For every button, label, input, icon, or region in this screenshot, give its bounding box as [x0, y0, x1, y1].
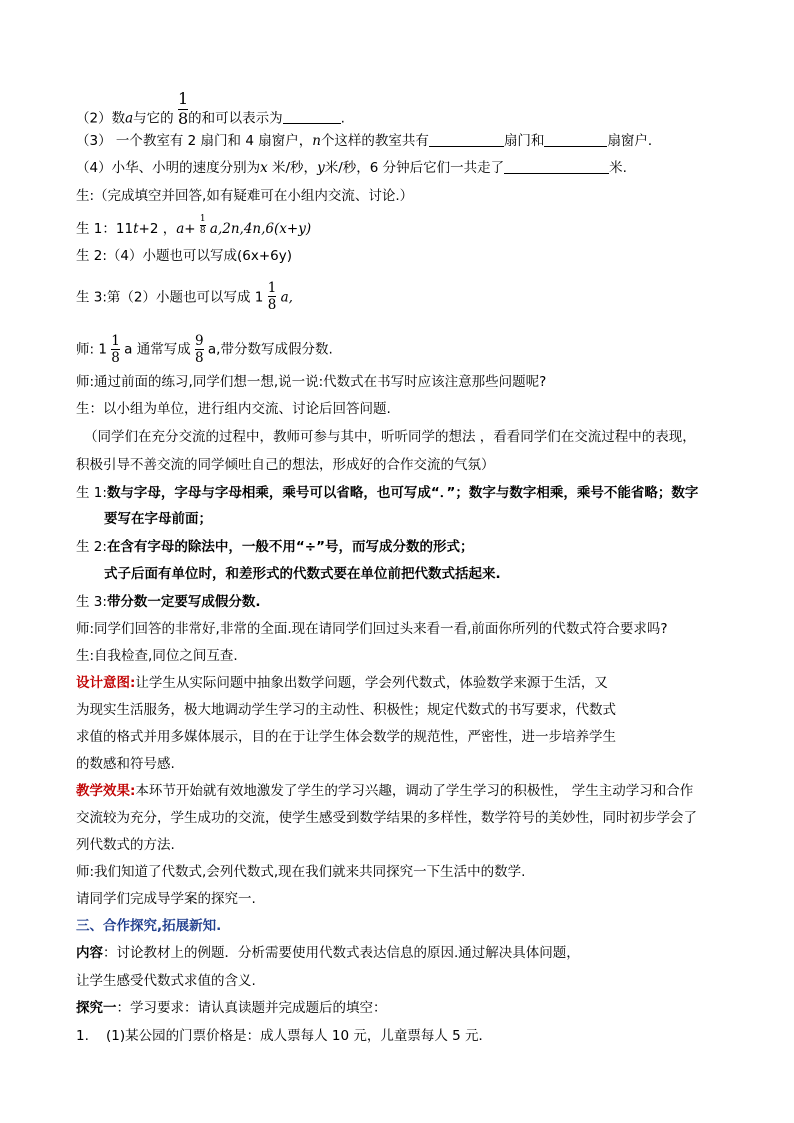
student-intro: 生:（完成填空并回答,如有疑难可在小组内交流、讨论.） [76, 188, 414, 204]
rule-2-cont: 式子后面有单位时，和差形式的代数式要在单位前把代数式括起来. [104, 566, 501, 582]
s1-a: 11 [115, 220, 134, 237]
item-1-text: (1)某公园的门票价格是：成人票每人 10 元，儿童票每人 5 元． [106, 1028, 493, 1044]
s1-c: a [176, 220, 185, 237]
design-intent-3: 求值的格式并用多媒体展示，目的在于让学生体会数学的规范性，严密性，进一步培养学生 [76, 729, 616, 745]
r1-label: 生 1: [76, 485, 107, 501]
s3-a: 生 3:第（2）小题也可以写成 1 [76, 289, 264, 306]
rule-2 [76, 537, 474, 557]
design-intent-2: 为现实生活服务，极大地调动学生学习的主动性、积极性；规定代数式的书写要求，代数式 [76, 702, 616, 718]
s3-fraction: $\frac{1}{8}$ [267, 280, 277, 314]
q2-text-c: 的和可以表示为 [188, 110, 283, 127]
r3-label: 生 3: [76, 594, 107, 610]
teacher-2: 师:通过前面的练习,同学们想一想,说一说:代数式在书写时应该注意那些问题呢? [76, 374, 547, 390]
q4-x: x [260, 160, 268, 176]
student-4: 生：以小组为单位，进行组内交流、讨论后回答问题. [76, 401, 391, 417]
s1-label: 生 1： [76, 220, 116, 237]
paragraph-2: 积极引导不善交流的同学倾吐自己的想法，形成好的合作交流的气氛） [76, 457, 495, 473]
item-1-number: 1. [76, 1028, 89, 1044]
question-4 [76, 158, 627, 178]
t1-b: a 通常写成 [124, 341, 191, 358]
teacher-3: 师:同学们回答的非常好,非常的全面.现在请同学们回过头来看一看,前面你所列的代数式符合要求吗? [76, 621, 668, 637]
design-text-1: 让学生从实际问题中抽象出数学问题，学会列代数式，体验数学来源于生活，又 [135, 675, 608, 691]
student-3-answer [76, 282, 293, 313]
r3-text: 带分数一定要写成假分数. [106, 594, 261, 610]
fraction-one-eighth: $\frac{1}{8}$ [177, 89, 189, 128]
q3-text-d: 扇窗户． [607, 133, 662, 149]
q3-var: n [312, 133, 321, 149]
teacher-1 [76, 334, 333, 365]
q4-text-d: 米. [609, 160, 627, 176]
q2-blank[interactable] [283, 109, 341, 124]
q3-text-a: （3） 一个教室有 2 扇门和 4 扇窗户， [76, 133, 313, 149]
q4-text-a: （4）小华、小明的速度分别为 [76, 160, 261, 176]
q2-end: . [340, 110, 345, 127]
s1-fraction: $\frac{1}{8}$ [199, 214, 206, 237]
s1-t: t [133, 220, 139, 237]
student-1-answer [76, 214, 312, 240]
q2-var: a [125, 110, 134, 127]
question-3 [76, 131, 661, 151]
r2-text: 在含有字母的除法中，一般不用“÷”号，而写成分数的形式； [106, 539, 474, 555]
rule-1 [76, 483, 698, 503]
q3-text-c: 扇门和 [503, 133, 545, 149]
effect-label: 教学效果: [76, 783, 136, 799]
design-intent-1 [76, 673, 608, 693]
q3-blank-2[interactable] [544, 132, 607, 147]
teaching-effect-1 [76, 781, 693, 801]
rule-1-cont: 要写在字母前面； [104, 511, 212, 527]
teaching-effect-2: 交流较为充分，学生成功的交流，使学生感受到数学结果的多样性，数学符号的美妙性，同时初步学会了 [76, 810, 697, 826]
explore-label: 探究一 [76, 1000, 117, 1016]
t1-c: a,带分数写成假分数. [207, 341, 333, 358]
s1-b: +2 ， [138, 220, 177, 237]
student-5: 生:自我检查,同位之间互查. [76, 648, 238, 664]
q2-text-a: （2）数 [76, 110, 126, 127]
q3-blank-1[interactable] [429, 132, 504, 147]
explore-text: ：学习要求：请认真读题并完成题后的填空： [116, 1000, 387, 1016]
s3-b: a, [280, 289, 293, 306]
explore-1 [76, 998, 387, 1018]
q4-text-b: 米/秒， [267, 160, 318, 176]
section-3-heading: 三、合作探究,拓展新知. [76, 918, 222, 934]
design-label: 设计意图: [76, 675, 136, 691]
r2-label: 生 2: [76, 539, 107, 555]
teaching-effect-3: 列代数式的方法. [76, 837, 175, 853]
content-1 [76, 943, 580, 963]
q4-blank[interactable] [504, 159, 609, 174]
q4-text-c: 米/秒，6 分钟后它们一共走了 [324, 160, 505, 176]
paragraph-1: （同学们在充分交流的过程中，教师可参与其中，听听同学的想法 ，看看同学们在交流过程中的表现， [84, 429, 696, 445]
s1-e: a, [209, 220, 223, 237]
item-1 [76, 1026, 492, 1046]
t1-a: 师: 1 [76, 341, 107, 358]
t1-fraction-2: $\frac{9}{8}$ [195, 333, 204, 367]
s1-f: 2n,4n,6(x+y) [222, 220, 312, 237]
rule-3 [76, 592, 261, 612]
student-2-answer: 生 2:（4）小题也可以写成(6x+6y) [76, 248, 293, 264]
design-intent-4: 的数感和符号感. [76, 756, 175, 772]
content-label: 内容 [76, 945, 103, 961]
effect-text-1: 本环节开始就有效地激发了学生的学习兴趣，调动了学生学习的积极性， 学生主动学习和合作 [135, 783, 694, 799]
q3-text-b: 个这样的教室共有 [320, 133, 429, 149]
teacher-5: 请同学们完成导学案的探究一. [76, 891, 256, 907]
s1-d: + [184, 220, 196, 237]
q4-y: y [317, 160, 325, 176]
content-2: 让学生感受代数式求值的含义. [76, 973, 256, 989]
r1-text: 数与字母，字母与字母相乘，乘号可以省略，也可写成“．”；数字与数字相乘，乘号不能省略；数字 [106, 485, 699, 501]
t1-fraction-1: $\frac{1}{8}$ [111, 333, 120, 367]
teacher-4: 师:我们知道了代数式,会列代数式,现在我们就来共同探究一下生活中的数学. [76, 864, 526, 880]
content-text-1: ：讨论教材上的例题．分析需要使用代数式表达信息的原因.通过解决具体问题， [103, 945, 580, 961]
q2-text-b: 与它的 [133, 110, 174, 127]
